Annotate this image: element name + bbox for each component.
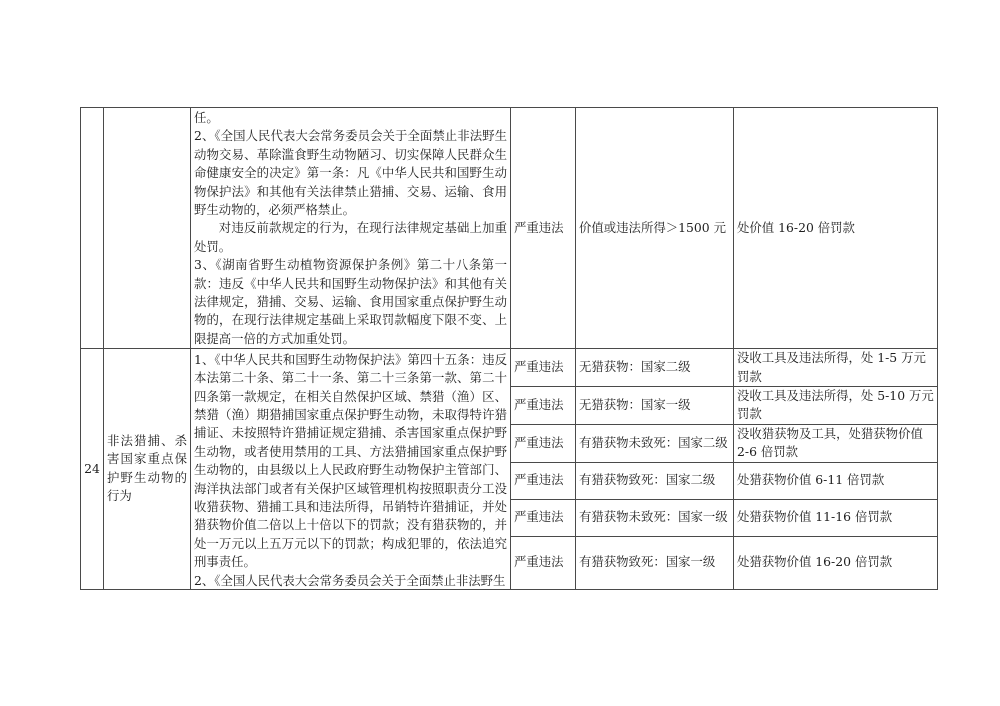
condition-cell: 有猎获物致死：国家一级 <box>576 536 734 589</box>
legal-paragraph: 对违反前款规定的行为，在现行法律规定基础上加重处罚。 <box>194 220 507 254</box>
severity-cell: 严重违法 <box>511 424 576 462</box>
legal-basis-cell <box>191 349 511 590</box>
condition-cell: 无猎获物：国家一级 <box>576 387 734 425</box>
behavior-cell <box>104 108 191 349</box>
legal-paragraph: 1、《中华人民共和国野生动物保护法》第四十五条：违反本法第二十条、第二十一条、第二十三条第一款、第二十四条第一款规定，在相关自然保护区域、禁猎（渔）区、禁猎（渔）期猎捕国家重点保护野生动物，未取得特许猎捕证、未按照特许猎捕证规定猎捕、杀害国家重点保护野生动物，或者使用禁用的工具、方法猎捕国家重点保护野生动物的，由县级以上人民政府野生动物保护主管部门、海洋执法部门或者有关保护区域管理机构按照职责分工没收猎获物、猎捕工具和违法所得，吊销特许猎捕证，并处猎获物价值二倍以上十倍以下的罚款；没有猎获物的，并处一万元以上五万元以下的罚款；构成犯罪的，依法追究刑事责任。 <box>194 351 507 570</box>
legal-paragraph: 2、《全国人民代表大会常务委员会关于全面禁止非法野生动物交易、革除滥食野生动物陋习、切实保障人民群众生命健康安全的决定》第一条：凡《中华人民共和国野生动物保护法》和其他有关法律禁止猎捕、交易、运输、食用野生动物的，必须严格禁止。 <box>194 128 507 218</box>
condition-cell: 有猎获物未致死：国家一级 <box>576 499 734 536</box>
legal-basis-text <box>194 351 507 587</box>
penalty-cell: 没收猎获物及工具，处猎获物价值 2-6 倍罚款 <box>734 424 938 462</box>
penalty-cell: 处价值 16-20 倍罚款 <box>734 108 938 349</box>
condition-cell: 价值或违法所得＞1500 元 <box>576 108 734 349</box>
legal-paragraph: 3、《湖南省野生动植物资源保护条例》第二十八条第一款：违反《中华人民共和国野生动物保护法》和其他有关法律规定，猎捕、交易、运输、食用国家重点保护野生动物的，在现行法律规定基础上采取罚款幅度下限不变、上限提高一倍的方式加重处罚。 <box>194 257 507 346</box>
behavior-cell: 非法猎捕、杀害国家重点保护野生动物的行为 <box>104 349 191 590</box>
penalty-cell: 处猎获物价值 16-20 倍罚款 <box>734 536 938 589</box>
legal-basis-cell <box>191 108 511 349</box>
legal-basis-text <box>194 109 507 347</box>
table-row-24-sub-1 <box>81 349 938 387</box>
condition-cell: 无猎获物：国家二级 <box>576 349 734 387</box>
penalty-cell: 处猎获物价值 11-16 倍罚款 <box>734 499 938 536</box>
condition-cell: 有猎获物致死：国家二级 <box>576 462 734 499</box>
severity-cell: 严重违法 <box>511 499 576 536</box>
penalty-cell: 没收工具及违法所得，处 1-5 万元罚款 <box>734 349 938 387</box>
table-row-continuation <box>81 108 938 349</box>
penalty-cell: 没收工具及违法所得，处 5-10 万元罚款 <box>734 387 938 425</box>
severity-cell: 严重违法 <box>511 387 576 425</box>
severity-cell: 严重违法 <box>511 108 576 349</box>
severity-cell: 严重违法 <box>511 536 576 589</box>
row-number-cell <box>81 108 104 349</box>
legal-paragraph: 2、《全国人民代表大会常务委员会关于全面禁止非法野生 <box>194 572 506 587</box>
penalty-cell: 处猎获物价值 6-11 倍罚款 <box>734 462 938 499</box>
severity-cell: 严重违法 <box>511 349 576 387</box>
severity-cell: 严重违法 <box>511 462 576 499</box>
row-number-cell: 24 <box>81 349 104 590</box>
penalty-regulation-table <box>80 107 938 590</box>
condition-cell: 有猎获物未致死：国家二级 <box>576 424 734 462</box>
legal-paragraph: 任。 <box>194 110 219 125</box>
